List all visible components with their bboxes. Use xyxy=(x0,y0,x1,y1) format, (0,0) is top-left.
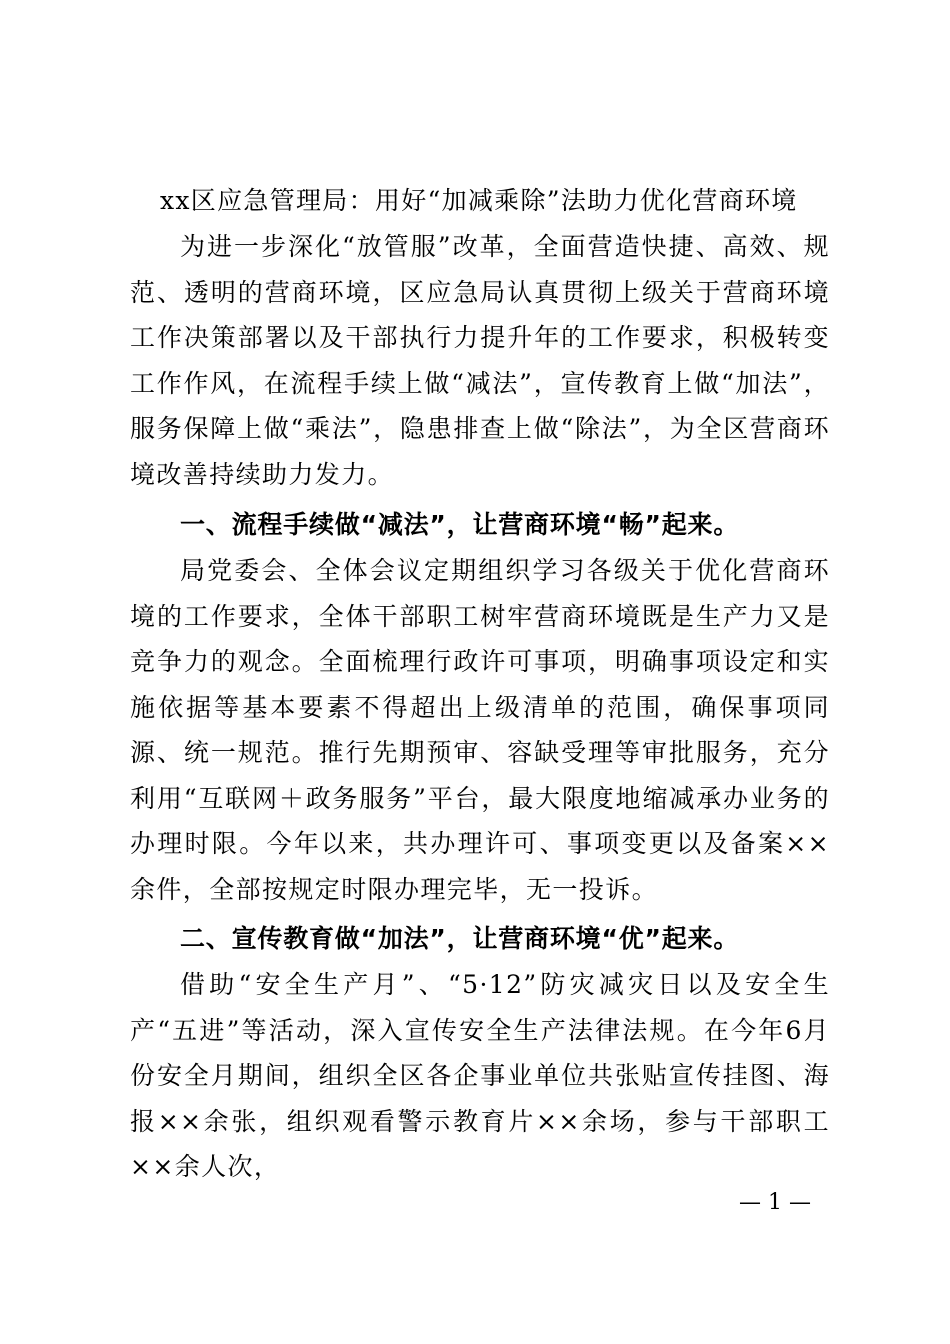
intro-paragraph: 为进一步深化“放管服”改革，全面营造快捷、高效、规范、透明的营商环境，区应急局认真贯彻上级关于营商环境工作决策部署以及干部执行力提升年的工作要求，积极转变工作作风，在流程手续上做“减法”，宣传教育上做“加法”，服务保障上做“乘法”，隐患排查上做“除法”，为全区营商环境改善持续助力发力。 xyxy=(130,232,830,489)
section-1-paragraph: 局党委会、全体会议定期组织学习各级关于优化营商环境的工作要求，全体干部职工树牢营商环境既是生产力又是竞争力的观念。全面梳理行政许可事项，明确事项设定和实施依据等基本要素不得超出上级清单的范围，确保事项同源、统一规范。推行先期预审、容缺受理等审批服务，充分利用“互联网＋政务服务”平台，最大限度地缩减承办业务的办理时限。今年以来，共办理许可、事项变更以及备案××余件，全部按规定时限办理完毕，无一投诉。 xyxy=(130,556,830,904)
document-title: xx区应急管理局：用好“加减乘除”法助力优化营商环境 xyxy=(160,186,798,215)
section-heading-2: 二、宣传教育做“加法”，让营商环境“优”起来。 xyxy=(180,924,740,953)
page-number: — 1 — xyxy=(739,1190,811,1215)
section-2-paragraph: 借助“安全生产月”、“5·12”防灾减灾日以及安全生产“五进”等活动，深入宣传安全生产法律法规。在今年6月份安全月期间，组织全区各企事业单位共张贴宣传挂图、海报××余张，组织观看警示教育片××余场，参与干部职工××余人次， xyxy=(130,970,830,1181)
section-heading-1: 一、流程手续做“减法”，让营商环境“畅”起来。 xyxy=(180,510,740,539)
